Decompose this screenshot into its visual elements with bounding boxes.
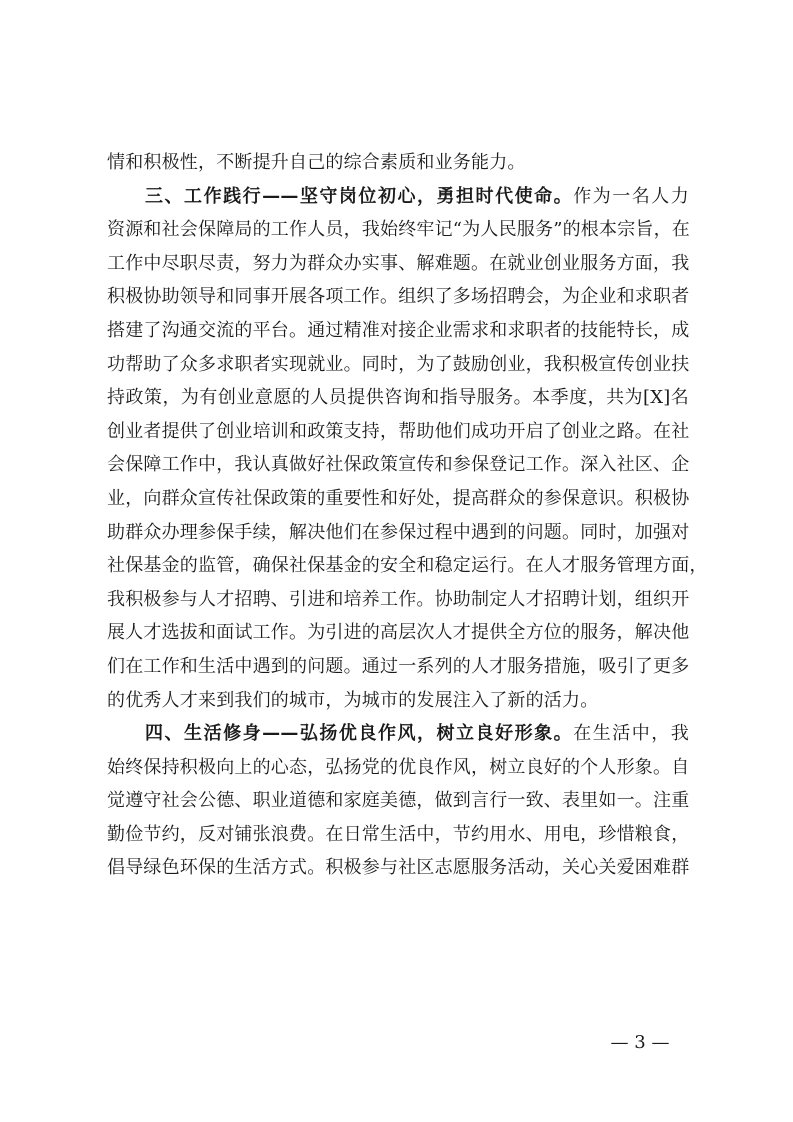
section-4-heading: 四、生活修身——弘扬优良作风，树立良好形象。 (145, 723, 574, 745)
section-3-line: 积极协助领导和同事开展各项工作。组织了多场招聘会，为企业和求职者 (107, 286, 690, 308)
section-3-line: 功帮助了众多求职者实现就业。同时，为了鼓励创业，我积极宣传创业扶 (107, 353, 690, 375)
section-3-line: 的优秀人才来到我们的城市，为城市的发展注入了新的活力。 (107, 689, 599, 711)
section-3-line: 工作中尽职尽责，努力为群众办实事、解难题。在就业创业服务方面，我 (107, 252, 690, 274)
section-3-line: 我积极参与人才招聘、引进和培养工作。协助制定人才招聘计划，组织开 (107, 588, 690, 610)
section-3-line: 会保障工作中，我认真做好社保政策宣传和参保登记工作。深入社区、企 (107, 454, 690, 476)
section-3-line: 持政策，为有创业意愿的人员提供咨询和指导服务。本季度，共为[X]名 (107, 387, 689, 409)
section-3-line: 业，向群众宣传社保政策的重要性和好处，提高群众的参保意识。积极协 (107, 487, 690, 509)
section-3-line: 们在工作和生活中遇到的问题。通过一系列的人才服务措施，吸引了更多 (107, 655, 690, 677)
section-3-first-line (107, 180, 689, 214)
section-3-line: 助群众办理参保手续，解决他们在参保过程中遇到的问题。同时，加强对 (107, 521, 690, 543)
section-3-line: 搭建了沟通交流的平台。通过精准对接企业需求和求职者的技能特长，成 (107, 319, 690, 341)
section-3-first-line-text: 作为一名人力 (573, 185, 690, 207)
section-3-heading: 三、工作践行——坚守岗位初心，勇担时代使命。 (145, 185, 574, 207)
body-text (107, 146, 708, 885)
section-3-line: 社保基金的监管，确保社保基金的安全和稳定运行。在人才服务管理方面， (107, 555, 708, 577)
section-3-line: 创业者提供了创业培训和政策支持，帮助他们成功开启了创业之路。在社 (107, 420, 690, 442)
paragraph-continuation-line: 情和积极性，不断提升自己的综合素质和业务能力。 (107, 152, 526, 173)
section-4-line: 觉遵守社会公德、职业道德和家庭美德，做到言行一致、表里如一。注重 (107, 790, 690, 812)
page-number: — 3 — (610, 1032, 670, 1053)
section-4-first-line (107, 717, 689, 751)
section-3-line: 展人才选拔和面试工作。为引进的高层次人才提供全方位的服务，解决他 (107, 622, 690, 644)
section-4-line: 勤俭节约，反对铺张浪费。在日常生活中，节约用水、用电，珍惜粮食， (107, 823, 690, 845)
section-4-line: 始终保持积极向上的心态，弘扬党的优良作风，树立良好的个人形象。自 (107, 756, 690, 778)
section-3-line: 资源和社会保障局的工作人员，我始终牢记“为人民服务”的根本宗旨，在 (107, 219, 691, 241)
section-4-line: 倡导绿色环保的生活方式。积极参与社区志愿服务活动，关心关爱困难群 (107, 857, 690, 879)
section-4-first-line-text: 在生活中，我 (573, 723, 690, 745)
